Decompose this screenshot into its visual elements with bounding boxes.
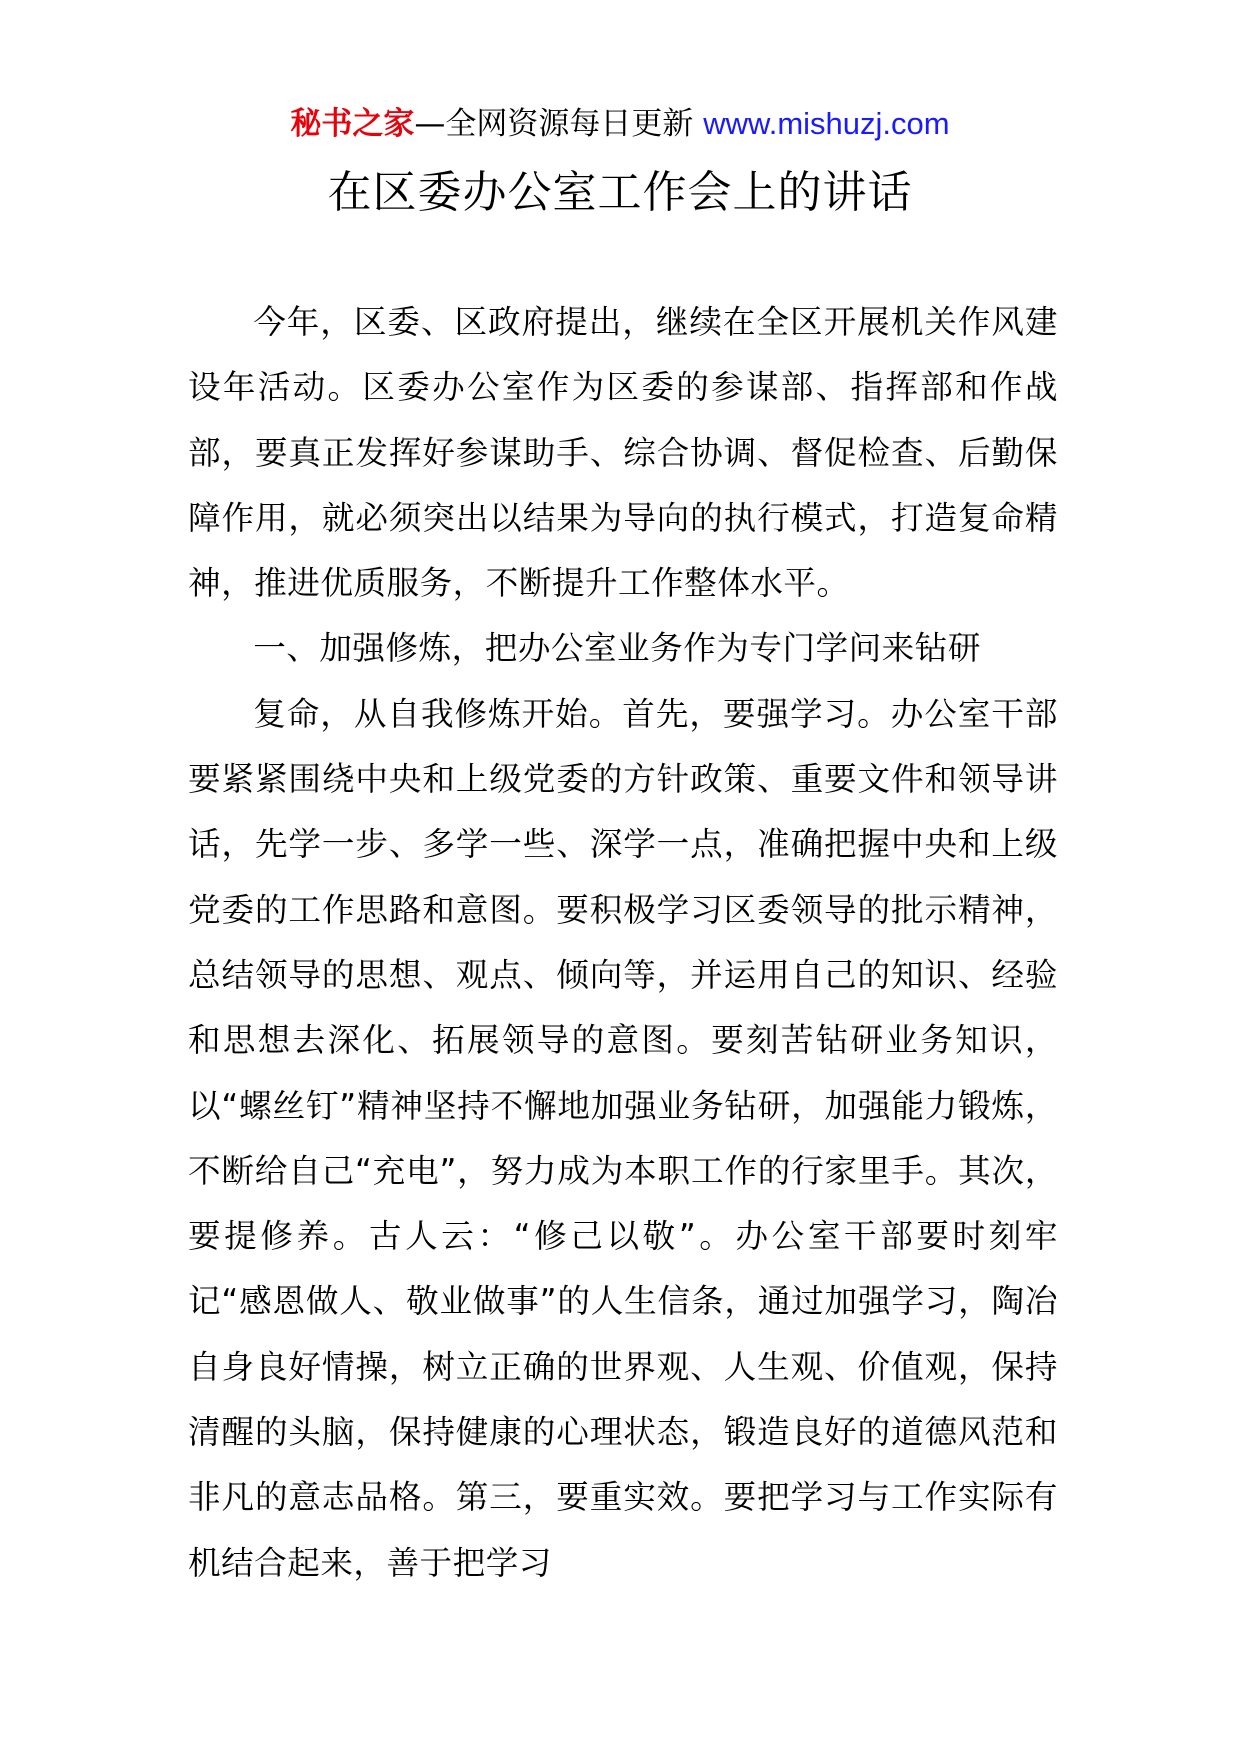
body-paragraph-intro: 今年，区委、区政府提出，继续在全区开展机关作风建设年活动。区委办公室作为区委的参谋部、指挥部和作战部，要真正发挥好参谋助手、综合协调、督促检查、后勤保障作用，就必须突出以结果为导向的执行模式，打造复命精神，推进优质服务，不断提升工作整体水平。 bbox=[188, 303, 1058, 603]
document-title: 在区委办公室工作会上的讲话 bbox=[327, 167, 913, 218]
brand-name: 秘书之家 bbox=[290, 106, 415, 142]
site-banner bbox=[0, 100, 1240, 148]
banner-slogan: —全网资源每日更新 bbox=[414, 106, 704, 142]
body-paragraph-1: 复命，从自我修炼开始。首先，要强学习。办公室干部要紧紧围绕中央和上级党委的方针政策、重要文件和领导讲话，先学一步、多学一些、深学一点，准确把握中央和上级党委的工作思路和意图。要积极学习区委领导的批示精神，总结领导的思想、观点、倾向等，并运用自己的知识、经验和思想去深化、拓展领导的意图。要刻苦钻研业务知识，以“螺丝钉”精神坚持不懈地加强业务钻研，加强能力锻炼，不断给自己“充电”，努力成为本职工作的行家里手。其次，要提修养。古人云：“修己以敬”。办公室干部要时刻牢记“感恩做人、敬业做事”的人生信条，通过加强学习，陶冶自身良好情操，树立正确的世界观、人生观、价值观，保持清醒的头脑，保持健康的心理状态，锻造良好的道德风范和非凡的意志品格。第三，要重实效。要把学习与工作实际有机结合起来，善于把学习 bbox=[188, 694, 1058, 1582]
site-url-link[interactable]: www.mishuzj.com bbox=[703, 106, 950, 141]
section-heading-1: 一、加强修炼，把办公室业务作为专门学问来钻研 bbox=[253, 629, 981, 668]
document-body bbox=[188, 290, 1058, 1596]
